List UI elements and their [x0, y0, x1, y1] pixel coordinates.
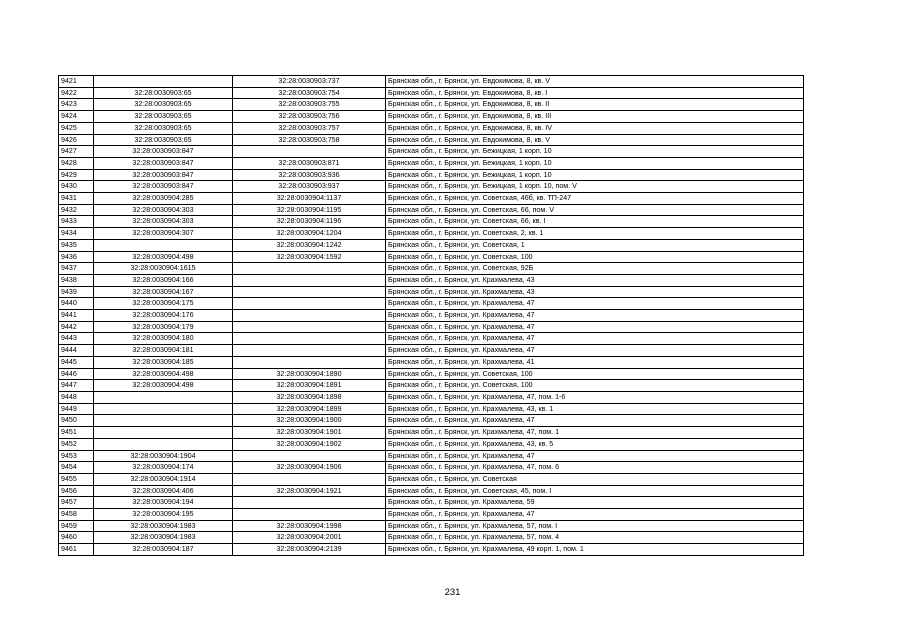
parcel-cadastral-number-cell: 32:28:0030903:65 [94, 87, 233, 99]
table-row [59, 497, 804, 509]
object-cadastral-number-cell: 32:28:0030904:1906 [233, 462, 386, 474]
row-number-cell: 9448 [59, 391, 94, 403]
row-number-cell: 9425 [59, 122, 94, 134]
row-number-cell: 9433 [59, 216, 94, 228]
object-cadastral-number-cell [233, 263, 386, 275]
parcel-cadastral-number-cell: 32:28:0030903:65 [94, 99, 233, 111]
table-row [59, 380, 804, 392]
row-number-cell: 9457 [59, 497, 94, 509]
row-number-cell: 9452 [59, 438, 94, 450]
parcel-cadastral-number-cell: 32:28:0030903:847 [94, 181, 233, 193]
object-cadastral-number-cell: 32:28:0030903:936 [233, 169, 386, 181]
parcel-cadastral-number-cell: 32:28:0030904:303 [94, 216, 233, 228]
parcel-cadastral-number-cell [94, 76, 233, 88]
parcel-cadastral-number-cell: 32:28:0030904:498 [94, 368, 233, 380]
address-cell: Брянская обл., г. Брянск, ул. Евдокимова, 8, кв. IV [386, 122, 804, 134]
address-cell: Брянская обл., г. Брянск, ул. Бежицкая, 1 корп. 10 [386, 157, 804, 169]
row-number-cell: 9436 [59, 251, 94, 263]
table-row [59, 193, 804, 205]
row-number-cell: 9442 [59, 321, 94, 333]
table-row [59, 204, 804, 216]
address-cell: Брянская обл., г. Брянск, ул. Крахмалева, 47, пом. 6 [386, 462, 804, 474]
address-cell: Брянская обл., г. Брянск, ул. Бежицкая, 1 корп. 10 [386, 169, 804, 181]
parcel-cadastral-number-cell: 32:28:0030904:185 [94, 356, 233, 368]
parcel-cadastral-number-cell [94, 403, 233, 415]
address-cell: Брянская обл., г. Брянск, ул. Крахмалева, 47 [386, 321, 804, 333]
table-row [59, 544, 804, 556]
row-number-cell: 9431 [59, 193, 94, 205]
address-cell: Брянская обл., г. Брянск, ул. Крахмалева, 41 [386, 356, 804, 368]
object-cadastral-number-cell: 32:28:0030904:1195 [233, 204, 386, 216]
object-cadastral-number-cell: 32:28:0030904:1921 [233, 485, 386, 497]
table-row [59, 216, 804, 228]
table-row [59, 169, 804, 181]
object-cadastral-number-cell: 32:28:0030903:755 [233, 99, 386, 111]
parcel-cadastral-number-cell: 32:28:0030904:303 [94, 204, 233, 216]
address-cell: Брянская обл., г. Брянск, ул. Евдокимова, 8, кв. III [386, 111, 804, 123]
table-row [59, 286, 804, 298]
table-row [59, 333, 804, 345]
row-number-cell: 9450 [59, 415, 94, 427]
table-row [59, 345, 804, 357]
parcel-cadastral-number-cell: 32:28:0030904:285 [94, 193, 233, 205]
address-cell: Брянская обл., г. Брянск, ул. Крахмалева, 47, пом. 1-6 [386, 391, 804, 403]
table-row [59, 228, 804, 240]
address-cell: Брянская обл., г. Брянск, ул. Евдокимова, 8, кв. I [386, 87, 804, 99]
parcel-cadastral-number-cell [94, 415, 233, 427]
table-row [59, 157, 804, 169]
row-number-cell: 9444 [59, 345, 94, 357]
table-row [59, 403, 804, 415]
address-cell: Брянская обл., г. Брянск, ул. Советская, 92Б [386, 263, 804, 275]
row-number-cell: 9432 [59, 204, 94, 216]
address-cell: Брянская обл., г. Брянск, ул. Советская, 46б, кв. ТП-247 [386, 193, 804, 205]
table-row [59, 356, 804, 368]
object-cadastral-number-cell: 32:28:0030904:1898 [233, 391, 386, 403]
object-cadastral-number-cell [233, 333, 386, 345]
registry-table [58, 75, 804, 556]
parcel-cadastral-number-cell: 32:28:0030903:847 [94, 169, 233, 181]
row-number-cell: 9423 [59, 99, 94, 111]
object-cadastral-number-cell [233, 473, 386, 485]
address-cell: Брянская обл., г. Брянск, ул. Советская [386, 473, 804, 485]
page-number: 231 [444, 587, 461, 598]
table-row [59, 321, 804, 333]
object-cadastral-number-cell: 32:28:0030904:1998 [233, 520, 386, 532]
address-cell: Брянская обл., г. Брянск, ул. Крахмалева, 57, пом. I [386, 520, 804, 532]
object-cadastral-number-cell: 32:28:0030904:1196 [233, 216, 386, 228]
object-cadastral-number-cell [233, 286, 386, 298]
row-number-cell: 9458 [59, 509, 94, 521]
table-row [59, 427, 804, 439]
table-row [59, 415, 804, 427]
row-number-cell: 9437 [59, 263, 94, 275]
row-number-cell: 9453 [59, 450, 94, 462]
object-cadastral-number-cell: 32:28:0030904:1902 [233, 438, 386, 450]
parcel-cadastral-number-cell: 32:28:0030904:498 [94, 380, 233, 392]
table-row [59, 473, 804, 485]
table-row [59, 111, 804, 123]
object-cadastral-number-cell [233, 321, 386, 333]
address-cell: Брянская обл., г. Брянск, ул. Советская, 100 [386, 380, 804, 392]
row-number-cell: 9447 [59, 380, 94, 392]
table-row [59, 99, 804, 111]
row-number-cell: 9443 [59, 333, 94, 345]
address-cell: Брянская обл., г. Брянск, ул. Советская, 100 [386, 251, 804, 263]
address-cell: Брянская обл., г. Брянск, ул. Советская, 1 [386, 239, 804, 251]
table-row [59, 310, 804, 322]
parcel-cadastral-number-cell: 32:28:0030904:1914 [94, 473, 233, 485]
table-row [59, 239, 804, 251]
object-cadastral-number-cell: 32:28:0030904:2139 [233, 544, 386, 556]
parcel-cadastral-number-cell: 32:28:0030904:1983 [94, 532, 233, 544]
table-row [59, 532, 804, 544]
object-cadastral-number-cell [233, 450, 386, 462]
parcel-cadastral-number-cell: 32:28:0030903:847 [94, 157, 233, 169]
parcel-cadastral-number-cell [94, 391, 233, 403]
row-number-cell: 9440 [59, 298, 94, 310]
row-number-cell: 9422 [59, 87, 94, 99]
row-number-cell: 9459 [59, 520, 94, 532]
parcel-cadastral-number-cell: 32:28:0030904:174 [94, 462, 233, 474]
parcel-cadastral-number-cell [94, 438, 233, 450]
row-number-cell: 9460 [59, 532, 94, 544]
row-number-cell: 9429 [59, 169, 94, 181]
table-row [59, 251, 804, 263]
address-cell: Брянская обл., г. Брянск, ул. Советская, 66, пом. V [386, 204, 804, 216]
row-number-cell: 9449 [59, 403, 94, 415]
object-cadastral-number-cell [233, 497, 386, 509]
object-cadastral-number-cell: 32:28:0030903:758 [233, 134, 386, 146]
object-cadastral-number-cell: 32:28:0030904:1891 [233, 380, 386, 392]
address-cell: Брянская обл., г. Брянск, ул. Евдокимова, 8, кв. V [386, 76, 804, 88]
table-row [59, 438, 804, 450]
parcel-cadastral-number-cell: 32:28:0030904:187 [94, 544, 233, 556]
parcel-cadastral-number-cell: 32:28:0030904:1904 [94, 450, 233, 462]
object-cadastral-number-cell [233, 274, 386, 286]
object-cadastral-number-cell [233, 310, 386, 322]
table-row [59, 134, 804, 146]
object-cadastral-number-cell: 32:28:0030903:756 [233, 111, 386, 123]
table-row [59, 520, 804, 532]
table-row [59, 391, 804, 403]
address-cell: Брянская обл., г. Брянск, ул. Крахмалева, 43 [386, 274, 804, 286]
row-number-cell: 9430 [59, 181, 94, 193]
parcel-cadastral-number-cell: 32:28:0030903:65 [94, 134, 233, 146]
parcel-cadastral-number-cell: 32:28:0030904:1983 [94, 520, 233, 532]
parcel-cadastral-number-cell: 32:28:0030903:847 [94, 146, 233, 158]
row-number-cell: 9428 [59, 157, 94, 169]
object-cadastral-number-cell [233, 345, 386, 357]
row-number-cell: 9434 [59, 228, 94, 240]
object-cadastral-number-cell: 32:28:0030904:2001 [233, 532, 386, 544]
object-cadastral-number-cell: 32:28:0030904:1901 [233, 427, 386, 439]
object-cadastral-number-cell: 32:28:0030903:757 [233, 122, 386, 134]
address-cell: Брянская обл., г. Брянск, ул. Крахмалева, 47 [386, 310, 804, 322]
table-row [59, 485, 804, 497]
address-cell: Брянская обл., г. Брянск, ул. Крахмалева, 47 [386, 509, 804, 521]
parcel-cadastral-number-cell: 32:28:0030904:180 [94, 333, 233, 345]
address-cell: Брянская обл., г. Брянск, ул. Евдокимова, 8, кв. II [386, 99, 804, 111]
address-cell: Брянская обл., г. Брянск, ул. Крахмалева, 47 [386, 415, 804, 427]
parcel-cadastral-number-cell [94, 239, 233, 251]
object-cadastral-number-cell [233, 356, 386, 368]
table-row [59, 181, 804, 193]
table-row [59, 368, 804, 380]
object-cadastral-number-cell: 32:28:0030904:1899 [233, 403, 386, 415]
row-number-cell: 9421 [59, 76, 94, 88]
address-cell: Брянская обл., г. Брянск, ул. Бежицкая, 1 корп. 10 [386, 146, 804, 158]
address-cell: Брянская обл., г. Брянск, ул. Крахмалева, 43 [386, 286, 804, 298]
address-cell: Брянская обл., г. Брянск, ул. Крахмалева, 49 корп. 1, пом. 1 [386, 544, 804, 556]
address-cell: Брянская обл., г. Брянск, ул. Советская, 45, пом. I [386, 485, 804, 497]
object-cadastral-number-cell: 32:28:0030904:1890 [233, 368, 386, 380]
address-cell: Брянская обл., г. Брянск, ул. Бежицкая, 1 корп. 10, пом. V [386, 181, 804, 193]
address-cell: Брянская обл., г. Брянск, ул. Советская, 66, кв. I [386, 216, 804, 228]
object-cadastral-number-cell [233, 298, 386, 310]
object-cadastral-number-cell: 32:28:0030904:1900 [233, 415, 386, 427]
address-cell: Брянская обл., г. Брянск, ул. Крахмалева, 47 [386, 450, 804, 462]
parcel-cadastral-number-cell: 32:28:0030904:195 [94, 509, 233, 521]
object-cadastral-number-cell: 32:28:0030904:1137 [233, 193, 386, 205]
address-cell: Брянская обл., г. Брянск, ул. Крахмалева, 59 [386, 497, 804, 509]
row-number-cell: 9426 [59, 134, 94, 146]
table-row [59, 146, 804, 158]
object-cadastral-number-cell: 32:28:0030903:754 [233, 87, 386, 99]
row-number-cell: 9451 [59, 427, 94, 439]
parcel-cadastral-number-cell: 32:28:0030904:176 [94, 310, 233, 322]
table-row [59, 274, 804, 286]
parcel-cadastral-number-cell: 32:28:0030904:167 [94, 286, 233, 298]
row-number-cell: 9441 [59, 310, 94, 322]
parcel-cadastral-number-cell: 32:28:0030904:406 [94, 485, 233, 497]
address-cell: Брянская обл., г. Брянск, ул. Крахмалева, 47 [386, 298, 804, 310]
parcel-cadastral-number-cell: 32:28:0030904:175 [94, 298, 233, 310]
object-cadastral-number-cell: 32:28:0030903:937 [233, 181, 386, 193]
address-cell: Брянская обл., г. Брянск, ул. Крахмалева, 47 [386, 345, 804, 357]
object-cadastral-number-cell: 32:28:0030903:871 [233, 157, 386, 169]
row-number-cell: 9461 [59, 544, 94, 556]
object-cadastral-number-cell [233, 146, 386, 158]
parcel-cadastral-number-cell: 32:28:0030904:179 [94, 321, 233, 333]
address-cell: Брянская обл., г. Брянск, ул. Советская, 100 [386, 368, 804, 380]
parcel-cadastral-number-cell: 32:28:0030904:194 [94, 497, 233, 509]
table-row [59, 87, 804, 99]
parcel-cadastral-number-cell: 32:28:0030904:498 [94, 251, 233, 263]
row-number-cell: 9456 [59, 485, 94, 497]
address-cell: Брянская обл., г. Брянск, ул. Крахмалева, 43, кв. 1 [386, 403, 804, 415]
row-number-cell: 9455 [59, 473, 94, 485]
object-cadastral-number-cell [233, 509, 386, 521]
address-cell: Брянская обл., г. Брянск, ул. Крахмалева, 47 [386, 333, 804, 345]
row-number-cell: 9439 [59, 286, 94, 298]
address-cell: Брянская обл., г. Брянск, ул. Крахмалева, 47, пом. 1 [386, 427, 804, 439]
row-number-cell: 9427 [59, 146, 94, 158]
object-cadastral-number-cell: 32:28:0030904:1592 [233, 251, 386, 263]
object-cadastral-number-cell: 32:28:0030904:1204 [233, 228, 386, 240]
row-number-cell: 9445 [59, 356, 94, 368]
address-cell: Брянская обл., г. Брянск, ул. Евдокимова, 8, кв. V [386, 134, 804, 146]
parcel-cadastral-number-cell: 32:28:0030904:166 [94, 274, 233, 286]
table-row [59, 76, 804, 88]
row-number-cell: 9435 [59, 239, 94, 251]
registry-table-body [59, 76, 804, 556]
address-cell: Брянская обл., г. Брянск, ул. Крахмалева, 57, пом. 4 [386, 532, 804, 544]
parcel-cadastral-number-cell [94, 427, 233, 439]
table-row [59, 122, 804, 134]
row-number-cell: 9454 [59, 462, 94, 474]
parcel-cadastral-number-cell: 32:28:0030904:181 [94, 345, 233, 357]
address-cell: Брянская обл., г. Брянск, ул. Крахмалева, 43, кв. 5 [386, 438, 804, 450]
object-cadastral-number-cell: 32:28:0030903:737 [233, 76, 386, 88]
object-cadastral-number-cell: 32:28:0030904:1242 [233, 239, 386, 251]
parcel-cadastral-number-cell: 32:28:0030903:65 [94, 111, 233, 123]
table-row [59, 462, 804, 474]
parcel-cadastral-number-cell: 32:28:0030903:65 [94, 122, 233, 134]
parcel-cadastral-number-cell: 32:28:0030904:307 [94, 228, 233, 240]
address-cell: Брянская обл., г. Брянск, ул. Советская, 2, кв. 1 [386, 228, 804, 240]
table-row [59, 298, 804, 310]
table-row [59, 263, 804, 275]
row-number-cell: 9424 [59, 111, 94, 123]
row-number-cell: 9446 [59, 368, 94, 380]
table-row [59, 509, 804, 521]
table-row [59, 450, 804, 462]
row-number-cell: 9438 [59, 274, 94, 286]
parcel-cadastral-number-cell: 32:28:0030904:1615 [94, 263, 233, 275]
